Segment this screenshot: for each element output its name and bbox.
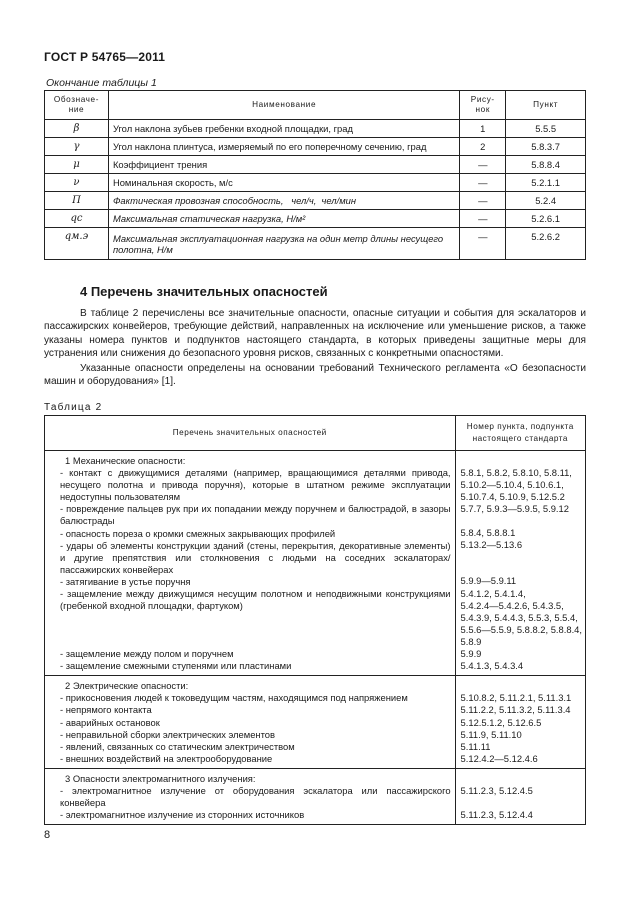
clause-refs-cell (455, 768, 585, 824)
symbol-cell: γ (45, 138, 109, 156)
hazard-item-text: - электромагнитное излучение от оборудования эскалатора или пассажирского конвейера (60, 784, 451, 809)
symbol-cell: П (45, 192, 109, 210)
clause-ref-line: 5.8.1, 5.8.2, 5.8.10, 5.8.11, (460, 467, 572, 479)
hazard-group-row (45, 768, 586, 824)
clause-ref-line: 5.10.8.2, 5.11.2.1, 5.11.3.1 (460, 692, 572, 704)
hazard-item (60, 692, 451, 704)
table1-header-name: Наименование (108, 91, 459, 120)
hazard-group-title: 1 Механические опасности: (65, 455, 186, 466)
hazard-item-text: - защемление между движущимся несущим полотном и неподвижными конструкциями (гребенкой входной площадки, фартуком) (60, 588, 451, 612)
hazard-item-text: - контакт с движущимися деталями (например, вращающимися деталями привода, несущего полотна и привода поручня), которые в штатном режиме эксплуатации недоступны пользователям (60, 467, 451, 503)
name-cell: Фактическая провозная способность, чел/ч, чел/мин (108, 192, 459, 210)
hazard-item (60, 753, 451, 765)
clause-cell: 5.2.4 (506, 192, 586, 210)
clause-ref-line: 5.11.2.3, 5.12.4.5 (460, 784, 533, 796)
hazard-item-text: - повреждение пальцев рук при их попадании между поручнем и балюстрадой, в зазоры балюстрады (60, 503, 451, 527)
refs-spacer (461, 455, 582, 467)
name-cell: Угол наклона зубьев гребенки входной площадки, град (108, 120, 459, 138)
hazard-item-text: - непрямого контакта (60, 704, 152, 716)
clause-cell: 5.5.5 (506, 120, 586, 138)
figure-cell: — (460, 228, 506, 260)
name-cell: Максимальная статическая нагрузка, Н/м² (108, 210, 459, 228)
hazard-list-cell (45, 768, 456, 824)
clause-refs (461, 753, 582, 765)
clause-ref-line: 5.9.9 (460, 648, 482, 660)
hazard-item (60, 809, 451, 821)
hazard-item (60, 729, 451, 741)
hazard-item (60, 528, 451, 540)
hazard-item-text: - неправильной сборки электрических элементов (60, 728, 275, 740)
symbol-cell: β (45, 120, 109, 138)
table-row (45, 120, 586, 138)
hazard-item (60, 467, 451, 503)
hazard-item (60, 588, 451, 648)
section-paragraph: Указанные опасности определены на основании требований Технического регламента «О безопасности машин и оборудования» [1]. (44, 363, 586, 388)
clause-ref-line: 5.10.7.4, 5.10.9, 5.12.5.2 (460, 491, 565, 503)
symbol-cell: qс (45, 210, 109, 228)
designations-table (44, 90, 586, 260)
hazard-list-cell (45, 676, 456, 769)
hazard-item (60, 540, 451, 576)
clause-refs (461, 741, 582, 753)
hazard-item-text: - удары об элементы конструкции зданий (стены, перекрытия, декоративные элементы) и другие препятствия или столкновения с людьми на соседних эскалаторах/пассажирских конвейерах (60, 539, 451, 575)
hazard-item-text: - затягивание в устье поручня (60, 575, 191, 587)
clause-refs (461, 717, 582, 729)
clause-cell: 5.8.3.7 (506, 138, 586, 156)
hazard-item-text: - защемление смежными ступенями или пластинами (60, 660, 292, 672)
clause-refs (461, 588, 582, 648)
clause-ref-line: 5.7.7, 5.9.3—5.9.5, 5.9.12 (460, 503, 569, 515)
section-paragraph: В таблице 2 перечислены все значительные опасности, опасные ситуации и события для эскалаторов и пассажирских конвейеров, требующие действий, направленных на исключение или уменьшение рисков, а также указаны номера пунктов и подпунктов настоящего стандарта, в которых приведены защитные меры для устранения или снижения до безопасного уровня рисков, связанных с конкретными опасностями. (44, 308, 586, 359)
hazard-item (60, 503, 451, 527)
clause-ref-line: 5.13.2—5.13.6 (460, 539, 523, 551)
clause-cell: 5.2.6.2 (506, 228, 586, 260)
name-cell: Номинальная скорость, м/с (108, 174, 459, 192)
clause-refs (461, 648, 582, 660)
document-header: ГОСТ Р 54765—2011 (44, 50, 166, 64)
hazard-item-text: - внешних воздействий на электрооборудование (60, 752, 273, 764)
table2-header-row (45, 416, 586, 451)
table1-header-clause: Пункт (506, 91, 586, 120)
hazard-item-text: - электромагнитное излучение из сторонних источников (60, 809, 305, 821)
table2-header-clauses: Номер пункта, подпункта настоящего стандарта (455, 416, 585, 451)
figure-cell: — (460, 210, 506, 228)
hazard-group-row (45, 676, 586, 769)
clause-ref-line: 5.8.4, 5.8.8.1 (460, 527, 516, 539)
symbol-cell: qм.э (45, 228, 109, 260)
clause-refs (461, 575, 582, 587)
hazard-list-cell (45, 451, 456, 676)
name-cell: Коэффициент трения (108, 156, 459, 174)
hazard-item-text: - аварийных остановок (60, 716, 160, 728)
hazard-item-text: - прикосновения людей к токоведущим частям, находящимся под напряжением (60, 692, 408, 704)
table-row (45, 174, 586, 192)
clause-refs (461, 539, 582, 575)
clause-refs-cell (455, 451, 585, 676)
clause-ref-line: 5.11.2.3, 5.12.4.4 (460, 808, 533, 820)
table2-header-hazards: Перечень значительных опасностей (45, 416, 456, 451)
table1-caption: Окончание таблицы 1 (46, 77, 157, 89)
hazard-item-text: - опасность пореза о кромки смежных закрывающих профилей (60, 527, 336, 539)
figure-cell: 1 (460, 120, 506, 138)
clause-ref-line: 5.4.3.9, 5.4.4.3, 5.5.3, 5.5.4, (460, 611, 578, 623)
hazards-table-body (45, 451, 586, 825)
table1-header-row (45, 91, 586, 120)
hazard-group-row (45, 451, 586, 676)
figure-cell: — (460, 156, 506, 174)
clause-refs (461, 692, 582, 704)
name-cell: Угол наклона плинтуса, измеряемый по его поперечному сечению, град (108, 138, 459, 156)
clause-cell: 5.2.6.1 (506, 210, 586, 228)
refs-spacer (461, 680, 582, 692)
refs-spacer (461, 773, 582, 785)
table-row (45, 192, 586, 210)
clause-ref-line: 5.12.4.2—5.12.4.6 (460, 752, 538, 764)
clause-refs (461, 809, 582, 821)
clause-refs (461, 729, 582, 741)
table2-caption: Таблица 2 (44, 402, 103, 413)
clause-ref-line: 5.10.2—5.10.4, 5.10.6.1, (460, 479, 564, 491)
hazard-item-text: - явлений, связанных со статическим электричеством (60, 740, 295, 752)
hazard-item (60, 704, 451, 716)
table1-header-symbol: Обозначе-ние (45, 91, 109, 120)
clause-ref-line: 5.4.1.2, 5.4.1.4, (460, 587, 526, 599)
hazard-item (60, 717, 451, 729)
hazards-table (44, 415, 586, 825)
clause-refs (461, 467, 582, 503)
clause-refs (461, 704, 582, 716)
table-row (45, 228, 586, 260)
clause-ref-line: 5.11.9, 5.11.10 (460, 728, 522, 740)
clause-refs-cell (455, 676, 585, 769)
table-row (45, 156, 586, 174)
symbol-cell: ν (45, 174, 109, 192)
hazard-item-text: - защемление между полом и поручнем (60, 648, 234, 660)
table-row (45, 210, 586, 228)
clause-cell: 5.8.8.4 (506, 156, 586, 174)
figure-cell: — (460, 174, 506, 192)
name-cell: Максимальная эксплуатационная нагрузка на один метр длины несущего полотна, Н/м (108, 228, 459, 260)
hazard-item (60, 785, 451, 809)
clause-refs (461, 503, 582, 527)
hazard-item (60, 660, 451, 672)
clause-refs (461, 527, 582, 539)
clause-ref-line: 5.8.9 (460, 635, 482, 647)
page-number: 8 (44, 829, 51, 841)
table1-header-figure: Рису-нок (460, 91, 506, 120)
symbol-cell: μ (45, 156, 109, 174)
hazard-group-title: 3 Опасности электромагнитного излучения: (65, 772, 256, 784)
clause-refs (461, 660, 582, 672)
hazard-item (60, 648, 451, 660)
clause-refs (461, 785, 582, 809)
section-title: 4 Перечень значительных опасностей (80, 284, 328, 299)
figure-cell: 2 (460, 138, 506, 156)
hazard-group-title: 2 Электрические опасности: (65, 680, 189, 692)
clause-ref-line: 5.9.9—5.9.11 (460, 575, 517, 587)
hazard-item (60, 741, 451, 753)
clause-ref-line: 5.5.6—5.5.9, 5.8.8.2, 5.8.8.4, (460, 623, 582, 635)
clause-cell: 5.2.1.1 (506, 174, 586, 192)
clause-ref-line: 5.11.11 (460, 740, 491, 752)
clause-ref-line: 5.12.5.1.2, 5.12.6.5 (460, 716, 542, 728)
figure-cell: — (460, 192, 506, 210)
clause-ref-line: 5.4.1.3, 5.4.3.4 (460, 660, 524, 672)
hazard-item (60, 576, 451, 588)
clause-ref-line: 5.11.2.2, 5.11.3.2, 5.11.3.4 (460, 704, 571, 716)
clause-ref-line: 5.4.2.4—5.4.2.6, 5.4.3.5, (460, 599, 564, 611)
table-row (45, 138, 586, 156)
